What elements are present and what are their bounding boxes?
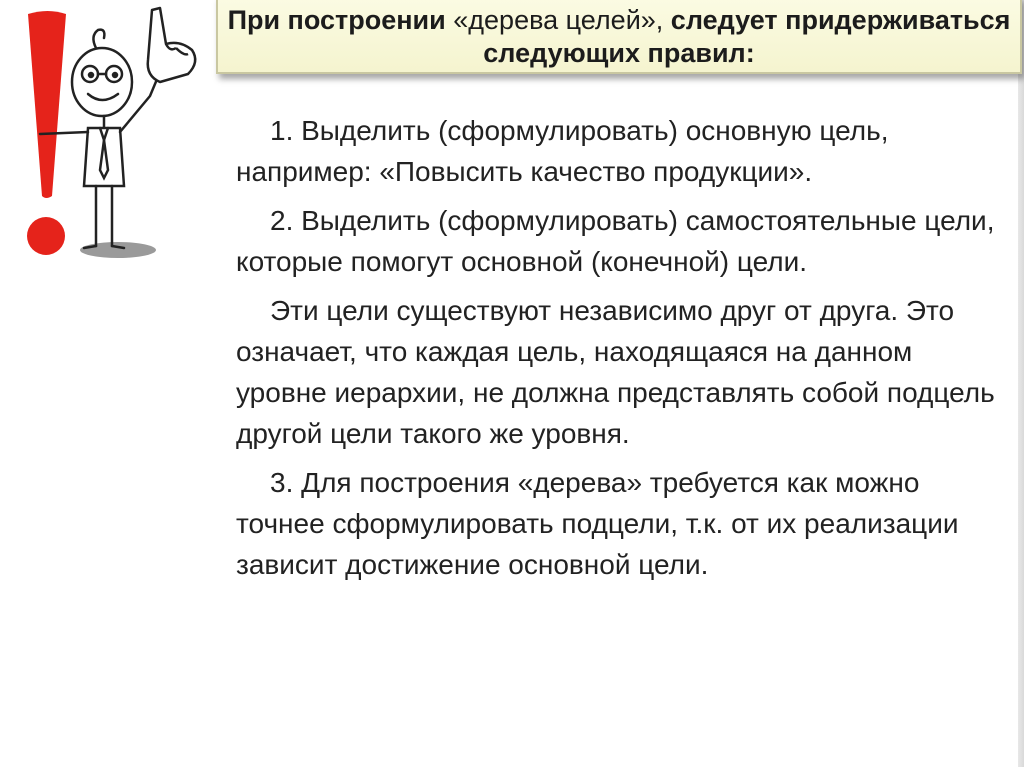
title-part-2: «дерева целей», [445, 5, 664, 35]
slide-body [236, 110, 996, 593]
slide-title [218, 0, 1020, 70]
paragraph-1: 1. Выделить (сформулировать) основную цель, например: «Повысить качество продукции». [236, 115, 889, 187]
pointing-hand-icon [148, 8, 195, 82]
slide-title-box [216, 0, 1022, 74]
exclamation-man-illustration [0, 0, 220, 270]
title-part-3: следует придерживаться следующих правил: [483, 5, 1011, 68]
title-part-1: При построении [227, 5, 446, 35]
slide-frame-edge [1018, 0, 1024, 767]
paragraph-2: 2. Выделить (сформулировать) самостоятельные цели, которые помогут основной (конечной) цели. [236, 205, 995, 277]
paragraph-3: Эти цели существуют независимо друг от друга. Это означает, что каждая цель, находящаяся на данном уровне иерархии, не должна представлять собой подцель другой цели такого же уровня. [236, 295, 995, 449]
paragraph-4: 3. Для построения «дерева» требуется как можно точнее сформулировать подцели, т.к. от их реализации зависит достижение основной цели. [236, 467, 959, 580]
